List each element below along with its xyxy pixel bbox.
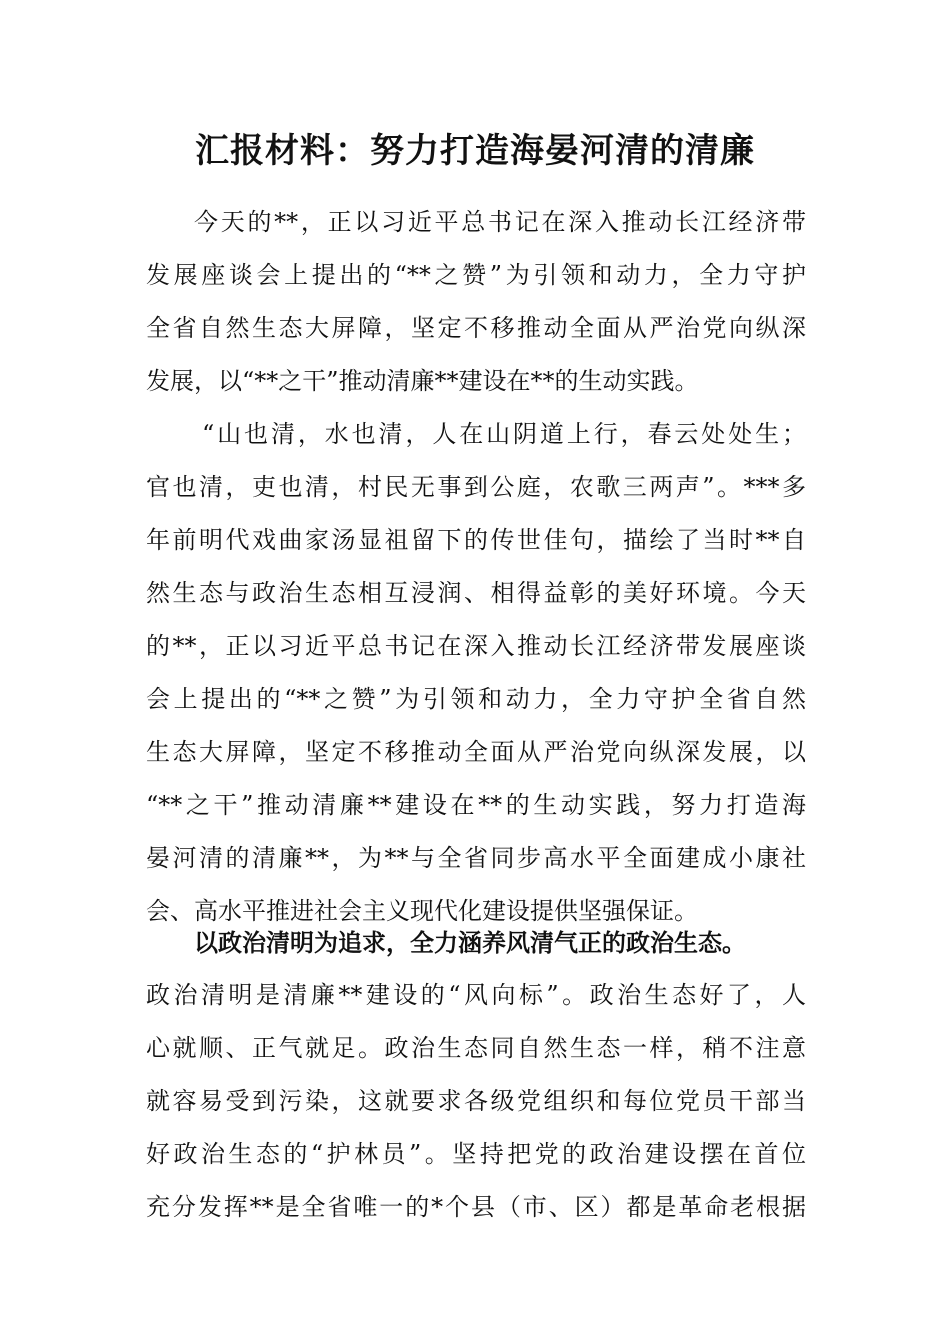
paragraph-line: 年前明代戏曲家汤显祖留下的传世佳句，描绘了当时**自 bbox=[146, 526, 806, 554]
paragraph-line: 充分发挥**是全省唯一的*个县（市、区）都是革命老根据 bbox=[146, 1193, 806, 1221]
paragraph-line: 会上提出的“**之赞”为引领和动力，全力守护全省自然 bbox=[146, 685, 806, 713]
paragraph-line: 发展座谈会上提出的“**之赞”为引领和动力，全力守护 bbox=[146, 261, 806, 289]
section-heading: 以政治清明为追求，全力涵养风清气正的政治生态。 bbox=[194, 928, 746, 957]
paragraph-line: “**之干”推动清廉**建设在**的生动实践，努力打造海 bbox=[146, 791, 806, 819]
paragraph-line: 生态大屏障，坚定不移推动全面从严治党向纵深发展，以 bbox=[146, 738, 806, 766]
paragraph-1 bbox=[146, 196, 806, 408]
paragraph-line: 今天的**，正以习近平总书记在深入推动长江经济带 bbox=[194, 208, 806, 236]
paragraph-line: “山也清，水也清，人在山阴道上行，春云处处生； bbox=[202, 420, 806, 448]
paragraph-line: 会、高水平推进社会主义现代化建设提供坚强保证。 bbox=[146, 897, 698, 925]
paragraph-line: 好政治生态的“护林员”。坚持把党的政治建设摆在首位 bbox=[146, 1140, 806, 1168]
paragraph-line: 官也清，吏也清，村民无事到公庭，农歌三两声”。***多 bbox=[146, 473, 806, 501]
paragraph-line: 全省自然生态大屏障，坚定不移推动全面从严治党向纵深 bbox=[146, 314, 806, 342]
document-title: 汇报材料：努力打造海晏河清的清廉 bbox=[195, 131, 755, 171]
paragraph-line: 政治清明是清廉**建设的“风向标”。政治生态好了，人 bbox=[146, 981, 806, 1009]
paragraph-line: 然生态与政治生态相互浸润、相得益彰的美好环境。今天 bbox=[146, 579, 806, 607]
paragraph-line: 的**，正以习近平总书记在深入推动长江经济带发展座谈 bbox=[146, 632, 806, 660]
paragraph-line: 就容易受到污染，这就要求各级党组织和每位党员干部当 bbox=[146, 1087, 806, 1115]
paragraph-line: 发展，以“**之干”推动清廉**建设在**的生动实践。 bbox=[146, 367, 699, 395]
paragraph-2 bbox=[146, 408, 806, 938]
paragraph-line: 心就顺、正气就足。政治生态同自然生态一样，稍不注意 bbox=[146, 1034, 806, 1062]
paragraph-3 bbox=[146, 916, 806, 1234]
paragraph-line: 晏河清的清廉**，为**与全省同步高水平全面建成小康社 bbox=[146, 844, 806, 872]
